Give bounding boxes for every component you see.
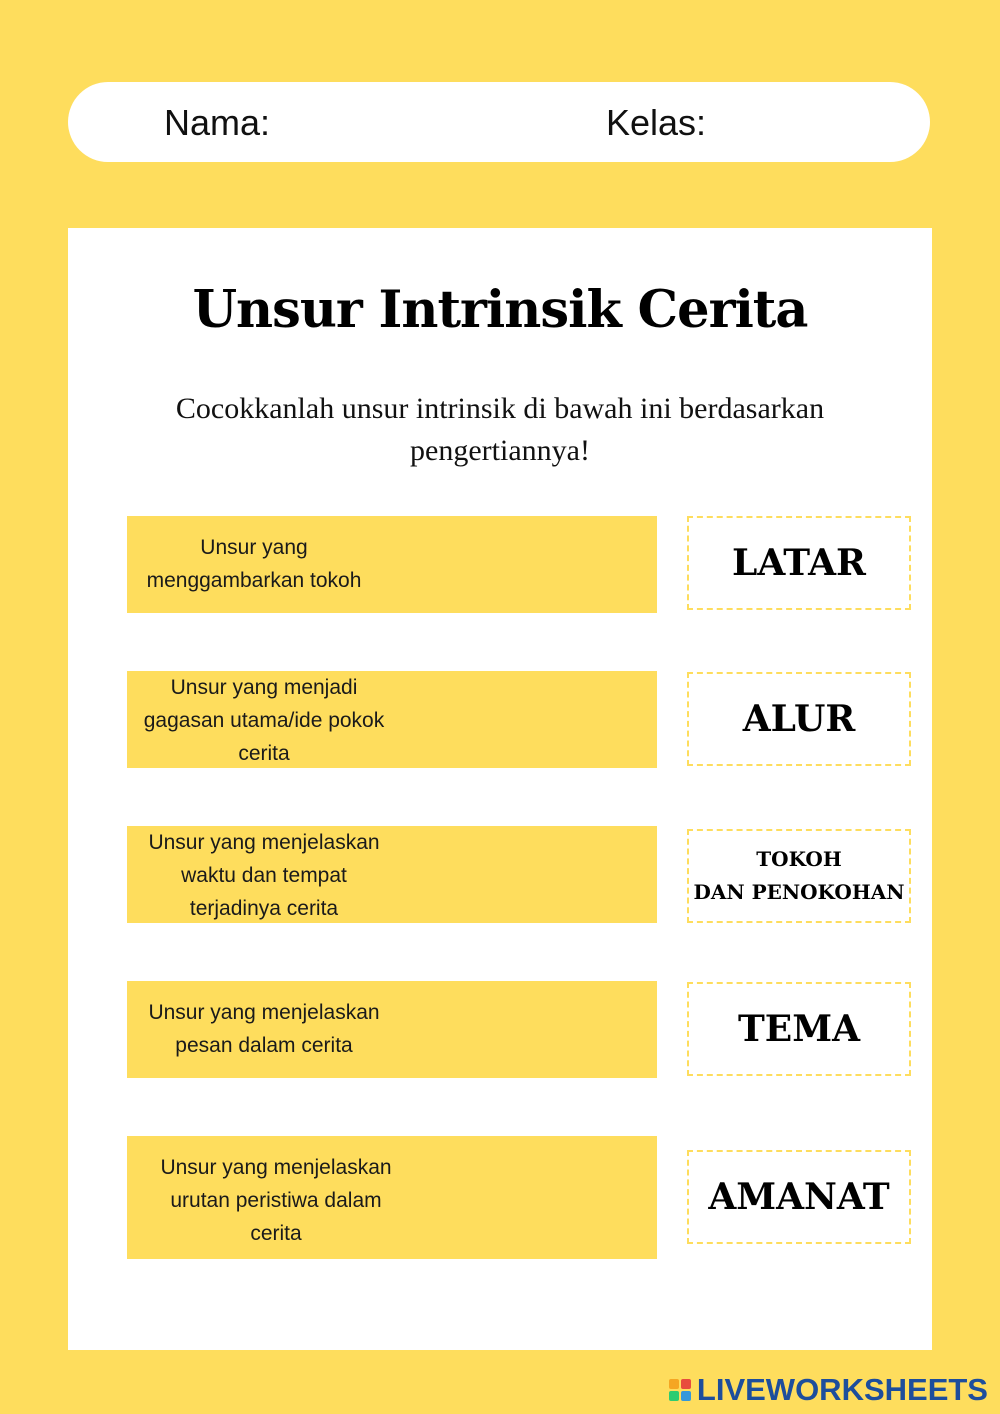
- header-bar: [68, 82, 930, 162]
- liveworksheets-brand: [669, 1372, 988, 1408]
- definition-box: [127, 1136, 657, 1259]
- liveworksheets-logo-icon: [669, 1379, 691, 1401]
- page-title: Unsur Intrinsik Cerita: [192, 280, 808, 340]
- class-label: Kelas:: [606, 102, 707, 143]
- answer-card-amanat[interactable]: AMANAT: [687, 1150, 911, 1244]
- answer-card-alur[interactable]: ALUR: [687, 672, 911, 766]
- answer-card-latar[interactable]: LATAR: [687, 516, 911, 610]
- answer-card-tokoh[interactable]: TOKOH DAN PENOKOHAN: [687, 829, 911, 923]
- brand-text: LIVEWORKSHEETS: [696, 1372, 988, 1407]
- definition-text: Unsur yang menjelaskan waktu dan tempat terjadinya cerita: [148, 831, 380, 920]
- definition-box: [127, 516, 657, 613]
- definition-text: Unsur yang menjelaskan urutan peristiwa dalam cerita: [160, 1156, 392, 1245]
- definition-box: [127, 826, 657, 923]
- definition-text: Unsur yang menggambarkan tokoh: [146, 536, 362, 592]
- instruction-text: Cocokkanlah unsur intrinsik di bawah ini berdasarkan pengertiannya!: [175, 392, 825, 467]
- definition-box: [127, 981, 657, 1078]
- definition-box: [127, 671, 657, 768]
- definition-text: Unsur yang menjelaskan pesan dalam cerita: [148, 1001, 380, 1057]
- name-label: Nama:: [164, 102, 271, 143]
- answer-card-tema[interactable]: TEMA: [687, 982, 911, 1076]
- definition-text: Unsur yang menjadi gagasan utama/ide pokok cerita: [143, 676, 385, 765]
